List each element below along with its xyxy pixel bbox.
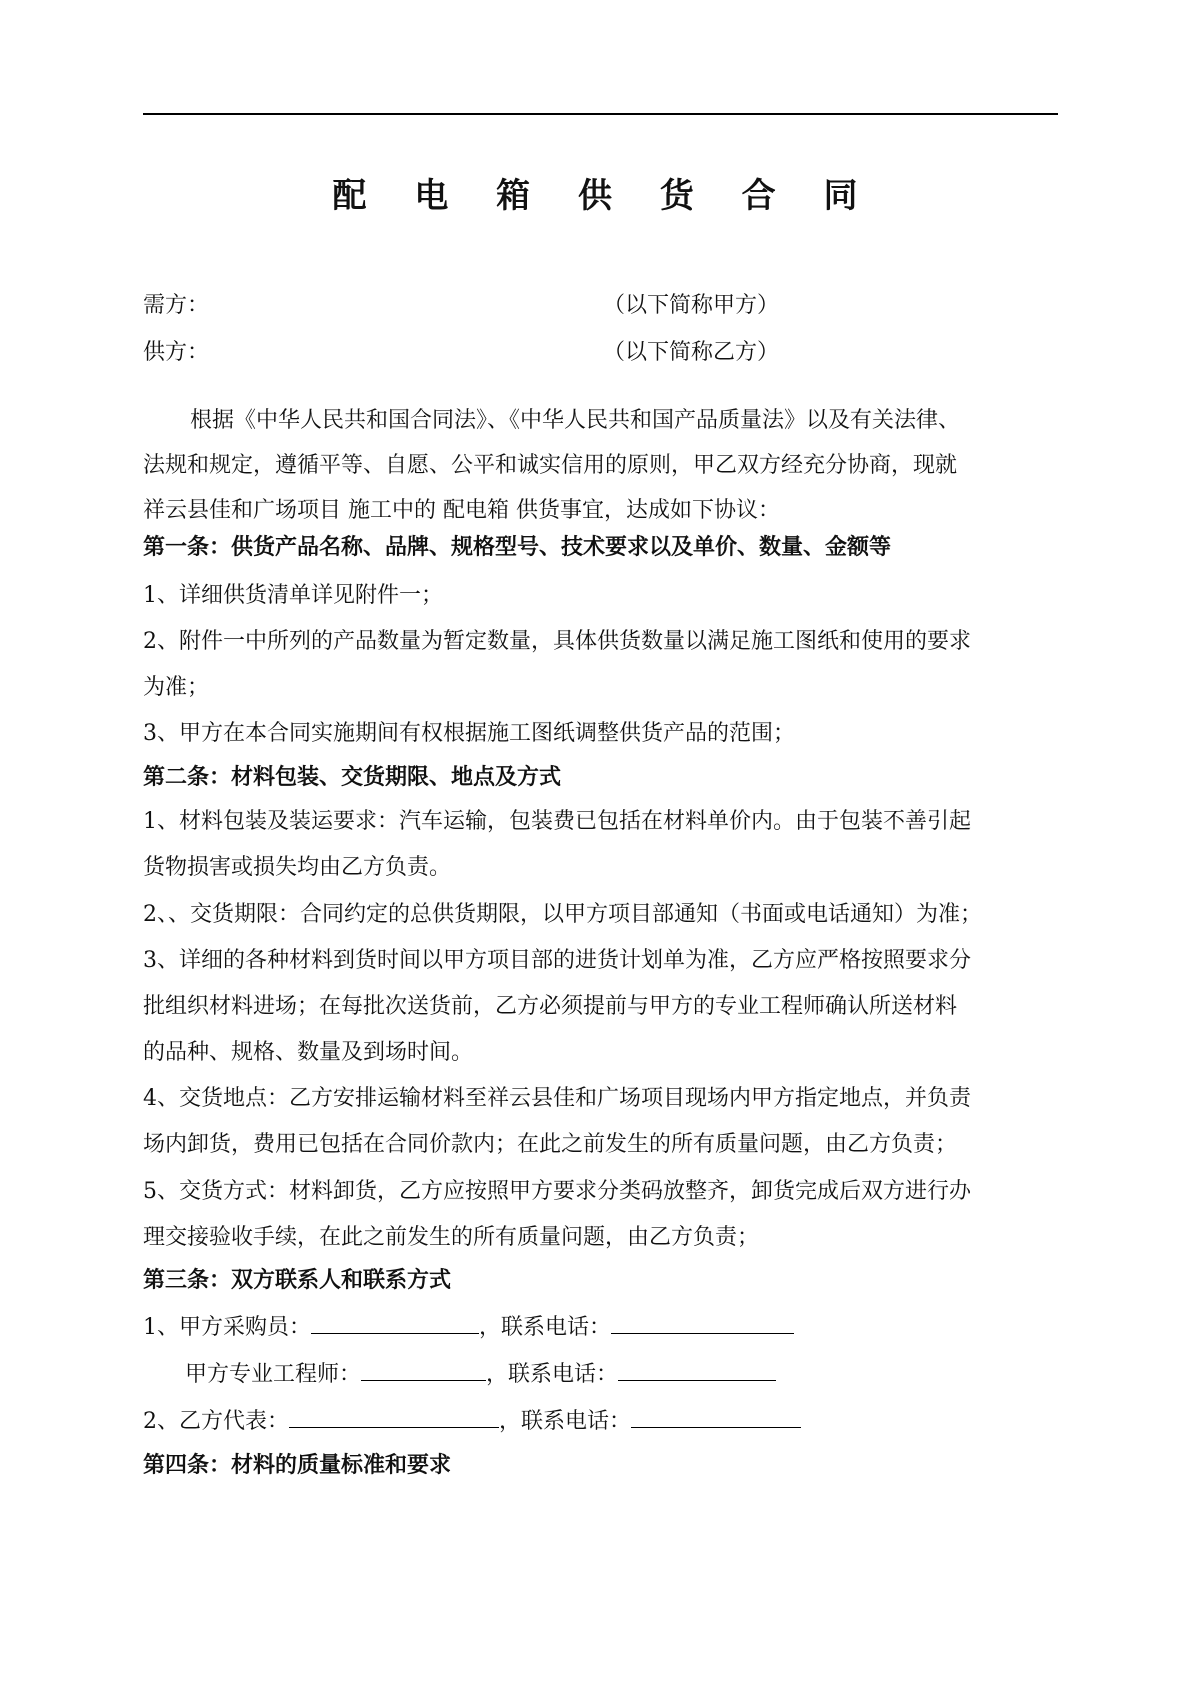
- phone-label: ，联系电话：: [486, 1362, 619, 1387]
- engineer-phone-blank[interactable]: [618, 1360, 776, 1381]
- buyer-note: （以下简称甲方）: [603, 293, 780, 318]
- engineer-name-blank[interactable]: [361, 1360, 486, 1381]
- seller-note: （以下简称乙方）: [603, 340, 780, 365]
- phone-label: ，联系电话：: [499, 1409, 632, 1434]
- seller-line: [143, 335, 209, 366]
- seller-label: 供方：: [143, 340, 210, 365]
- purchaser-phone-blank[interactable]: [611, 1313, 794, 1334]
- article-2-line: 5、交货方式：材料卸货，乙方应按照甲方要求分类码放整齐，卸货完成后双方进行办: [143, 1179, 971, 1204]
- article-2-line: 的品种、规格、数量及到场时间。: [143, 1040, 474, 1065]
- article-2-line: 1、材料包装及装运要求：汽车运输，包装费已包括在材料单价内。由于包装不善引起: [143, 809, 971, 834]
- article-1-line: 3、甲方在本合同实施期间有权根据施工图纸调整供货产品的范围；: [143, 721, 795, 746]
- buyer-label: 需方：: [143, 293, 210, 318]
- article-1-line: 为准；: [143, 675, 210, 700]
- article-2-line: 4、交货地点：乙方安排运输材料至祥云县佳和广场项目现场内甲方指定地点，并负责: [143, 1086, 971, 1111]
- article-2-line: 批组织材料进场；在每批次送货前，乙方必须提前与甲方的专业工程师确认所送材料: [143, 994, 958, 1019]
- article-2-line: 2、、交货期限：合同约定的总供货期限，以甲方项目部通知（书面或电话通知）为准；: [143, 902, 982, 927]
- article-2-line: 货物损害或损失均由乙方负责。: [143, 855, 452, 880]
- article-1-line: 1、详细供货清单详见附件一；: [143, 583, 443, 608]
- buyer-line: [143, 288, 209, 319]
- article-3-heading: 第三条：双方联系人和联系方式: [143, 1267, 452, 1293]
- contact-label: 1、甲方采购员：: [143, 1315, 311, 1340]
- document-title: 配 电 箱 供 货 合 同: [332, 176, 876, 216]
- preamble-line: 祥云县佳和广场项目 施工中的 配电箱 供货事宜，达成如下协议：: [143, 498, 780, 523]
- seller-rep-name-blank[interactable]: [289, 1407, 499, 1428]
- seller-rep-phone-blank[interactable]: [631, 1407, 801, 1428]
- article-1-line: 2、附件一中所列的产品数量为暂定数量，具体供货数量以满足施工图纸和使用的要求: [143, 629, 971, 654]
- contact-row-seller: [143, 1404, 801, 1435]
- purchaser-name-blank[interactable]: [311, 1313, 479, 1334]
- contact-row-buyer-purchaser: [143, 1310, 794, 1341]
- article-2-line: 理交接验收手续，在此之前发生的所有质量问题，由乙方负责；: [143, 1225, 760, 1250]
- article-1-heading: 第一条：供货产品名称、品牌、规格型号、技术要求以及单价、数量、金额等: [143, 534, 892, 560]
- article-4-heading: 第四条：材料的质量标准和要求: [143, 1452, 452, 1478]
- phone-label: ，联系电话：: [479, 1315, 612, 1340]
- header-rule: [143, 113, 1058, 115]
- article-2-heading: 第二条：材料包装、交货期限、地点及方式: [143, 764, 562, 790]
- preamble-line: 法规和规定，遵循平等、自愿、公平和诚实信用的原则，甲乙双方经充分协商，现就: [143, 453, 958, 478]
- contact-label: 甲方专业工程师：: [185, 1362, 362, 1387]
- preamble-line: 根据《中华人民共和国合同法》、《中华人民共和国产品质量法》以及有关法律、: [190, 408, 961, 433]
- article-2-line: 场内卸货，费用已包括在合同价款内；在此之前发生的所有质量问题，由乙方负责；: [143, 1132, 958, 1157]
- article-2-line: 3、详细的各种材料到货时间以甲方项目部的进货计划单为准，乙方应严格按照要求分: [143, 948, 971, 973]
- contact-label: 2、乙方代表：: [143, 1409, 289, 1434]
- contact-row-buyer-engineer: [185, 1357, 776, 1388]
